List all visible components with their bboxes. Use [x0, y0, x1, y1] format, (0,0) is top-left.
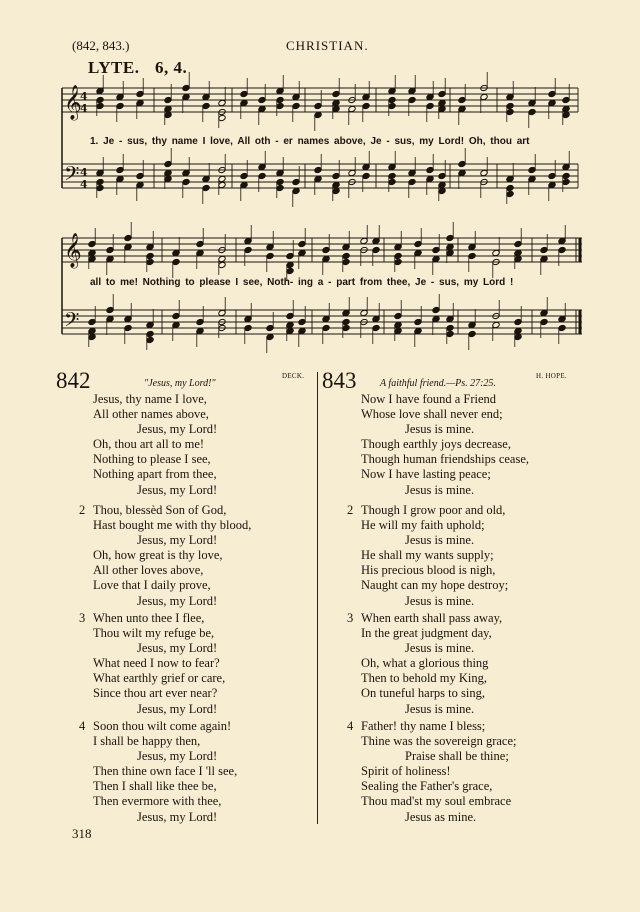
verse-line: Nothing apart from thee, [93, 467, 217, 482]
hymn-842-verse-2 [79, 503, 252, 609]
verse-line: Now I have found a Friend [361, 392, 497, 406]
verse-line: He will my faith uphold; [361, 518, 485, 533]
verse-line: Nothing to please I see, [93, 452, 211, 467]
tune-meter: 6, 4. [155, 58, 188, 77]
hymn-843-verse-1 [361, 392, 529, 498]
verse-line: When unto thee I flee, [93, 611, 205, 625]
notes-group [88, 72, 570, 353]
treble-clef-icon: 𝄞 [64, 233, 82, 268]
verse-line: Then to behold my King, [361, 671, 488, 686]
verse-line: Though earthly joys decrease, [361, 437, 511, 452]
verse-line: Then I shall like thee be, [93, 779, 217, 794]
verse-line: Thou mad'st my soul embrace [361, 794, 512, 809]
time-signature-bottom: 4 [80, 102, 88, 115]
verse-number: 4 [347, 719, 354, 733]
verse-line: Love that I daily prove, [93, 578, 211, 593]
running-head-hymn-range: (842, 843.) [72, 38, 130, 53]
verse-line: Jesus, my Lord! [137, 749, 218, 764]
music-score [0, 0, 640, 360]
verse-line: Then thine own face I 'll see, [93, 764, 238, 779]
running-head-section: CHRISTIAN. [286, 38, 369, 53]
verse-line: Then evermore with thee, [93, 794, 222, 809]
bass-clef-icon: 𝄢 [64, 162, 80, 190]
verse-line: All other loves above, [93, 563, 204, 578]
verse-line: Though I grow poor and old, [361, 503, 506, 517]
verse-number: 4 [79, 719, 86, 733]
verse-number: 3 [347, 611, 354, 625]
verse-line: Jesus is mine. [405, 593, 475, 608]
verse-number: 3 [79, 611, 86, 625]
time-signature-top: 4 [80, 90, 88, 103]
verse-line: Jesus, my Lord! [137, 641, 218, 656]
music-lyrics-line-2: all to me! Nothing to please I see, Noth- ing a - part from thee, Je - sus, my Lord ! [90, 277, 514, 288]
verse-line: Jesus is mine. [405, 422, 475, 437]
verse-line: What need I now to fear? [93, 656, 220, 671]
verse-line: He shall my wants supply; [361, 548, 494, 563]
bass-clef-icon: 𝄢 [64, 308, 80, 336]
verse-line: Since thou art ever near? [93, 686, 218, 701]
verse-line: Jesus, thy name I love, [93, 392, 207, 406]
verse-line: When earth shall pass away, [361, 611, 503, 625]
verse-number: 2 [347, 503, 354, 517]
hymn-843-title: A faithful friend.—Ps. 27:25. [380, 378, 496, 389]
verse-line: Jesus is mine. [405, 701, 475, 716]
verse-line: Jesus is mine. [405, 533, 475, 548]
hymn-842-number: 842 [56, 368, 91, 393]
verse-line: Jesus, my Lord! [137, 533, 218, 548]
verse-line: Jesus, my Lord! [137, 593, 218, 608]
verse-line: Jesus, my Lord! [137, 482, 218, 497]
verse-line: Thine was the sovereign grace; [361, 734, 517, 749]
verse-line: Jesus, my Lord! [137, 422, 218, 437]
hymn-842-title: "Jesus, my Lord!" [144, 378, 216, 389]
verse-line: Jesus is mine. [405, 641, 475, 656]
verse-line: Oh, thou art all to me! [93, 437, 205, 452]
verse-line: Now I have lasting peace; [361, 467, 491, 482]
verse-line: Praise shall be thine; [405, 749, 509, 764]
verse-line: Jesus, my Lord! [137, 701, 218, 716]
verse-line: Father! thy name I bless; [361, 719, 486, 733]
hymn-842-verse-4 [79, 719, 238, 825]
verse-line: Naught can my hope destroy; [361, 578, 509, 593]
column-divider [317, 372, 318, 824]
verse-line: Sealing the Father's grace, [361, 779, 493, 794]
verse-line: Jesus is mine. [405, 482, 475, 497]
verse-line: Hast bought me with thy blood, [93, 518, 252, 533]
verse-line: Thou wilt my refuge be, [93, 626, 215, 641]
verse-line: Jesus, my Lord! [137, 809, 218, 824]
treble-clef-icon: 𝄞 [64, 85, 82, 120]
verse-line: Spirit of holiness! [361, 764, 451, 779]
time-signature-bottom: 4 [80, 178, 88, 191]
page-number: 318 [72, 826, 92, 841]
verse-line: Jesus as mine. [405, 809, 477, 824]
verse-line: On tuneful harps to sing, [361, 686, 485, 701]
verse-line: Though human friendships cease, [361, 452, 530, 467]
verse-line: Soon thou wilt come again! [93, 719, 232, 733]
verse-line: Thou, blessèd Son of God, [93, 503, 227, 517]
verse-line: What earthly grief or care, [93, 671, 226, 686]
tune-name: LYTE. [88, 58, 140, 77]
hymn-842-author: DECK. [282, 372, 305, 380]
verse-line: Whose love shall never end; [361, 407, 503, 422]
verse-line: His precious blood is nigh, [361, 563, 496, 578]
verse-number: 2 [79, 503, 86, 517]
verse-line: Oh, what a glorious thing [361, 656, 489, 671]
verse-line: I shall be happy then, [93, 734, 201, 749]
time-signature-top: 4 [80, 166, 88, 179]
hymn-842-verse-3 [79, 611, 226, 717]
hymn-842-verse-1 [93, 392, 217, 498]
music-lyrics-line-1: 1. Je - sus, thy name I love, All oth - er names above, Je - sus, my Lord! Oh, thou art [90, 136, 530, 147]
hymn-843-number: 843 [322, 368, 357, 393]
verse-line: Oh, how great is thy love, [93, 548, 223, 563]
verse-line: In the great judgment day, [361, 626, 492, 641]
hymn-843-verse-2 [347, 503, 509, 609]
hymn-843-verse-3 [347, 611, 503, 717]
hymn-843-verse-4 [347, 719, 517, 825]
hymn-843-author: H. HOPE. [536, 372, 567, 380]
verse-line: All other names above, [93, 407, 209, 422]
